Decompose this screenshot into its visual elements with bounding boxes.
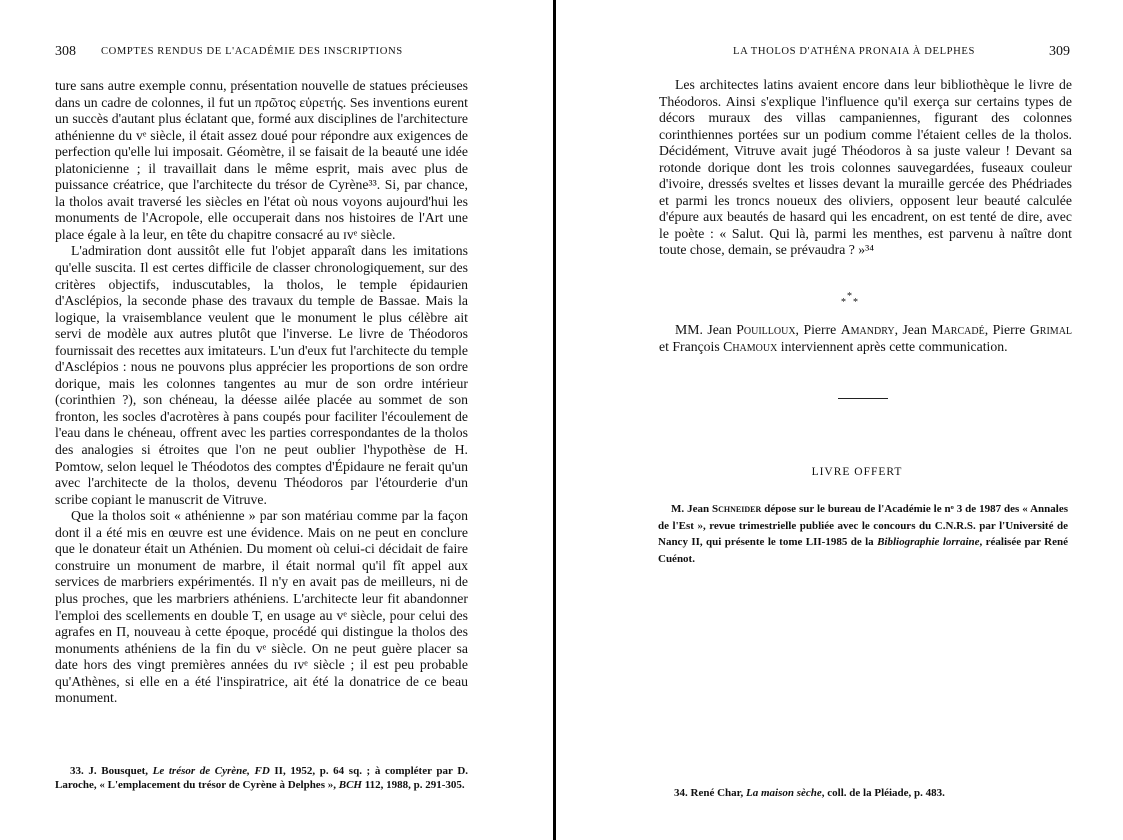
text: Jean: [902, 322, 927, 337]
intervention-note: MM. Jean Pouilloux, Pierre Amandry, Jean Marcadé, Pierre Grimal et François Chamoux interviennent après cette communication.: [659, 322, 1073, 354]
footnote-title: Le trésor de Cyrène, FD: [152, 765, 270, 777]
paragraph: L'admiration dont aussitôt elle fut l'objet apparaît dans les imitations qu'elle suscita. Il est certes difficile de classer chronologiquement, sur des critères objectifs, induscutables, la tholos, le temple épidaurien d'Asclépios, la seconde phase des travaux du temple de Bassae. Mais la logique, la vraisemblance veulent que le monument le plus célèbre ait servi de modèle aux autres plutôt que l'inverse. Le livre de Théodoros fournissait des recettes aux imitateurs. L'un d'eux fut l'architecte du temple d'Asclépios : nous ne pouvons plus apprécier les proportions de son ordre dorique, mais les colonnes tangentes au mur de son ordre intérieur (corinthien ?), son chéneau, la déesse ailée placée au sommet de son fronton, les socles d'acrotères à pans coupés pour faciliter l'écoulement de l'eau dans le chéneau, offrent avec les parties correspondantes de la tholos des analogies si étroites que l'on ne peut oublier l'hypothèse de H. Pomtow, selon lequel le Théodotos des comptes d'Épidaure ne ferait qu'un avec l'architecte de la tholos, devenu Théodoros par l'étourderie d'un scribe copiant le manuscrit de Vitruve.: [55, 243, 468, 507]
page-number: 308: [55, 44, 76, 59]
footnote-number: 33.: [70, 765, 84, 777]
paragraph: Les architectes latins avaient encore dans leur bibliothèque le livre de Théodoros. Ainsi s'explique l'influence qu'il exerça sur certains types de décors muraux des villas campaniennes, figurant des colonnes corinthiennes portées sur un podium comme l'étaient celles de la tholos. Décidément, Vitruve avait jugé Théodoros à sa juste valeur ! Devant sa rotonde dorique dont les trois colonnes sauvegardées, fuseaux couleur d'ivoire, dressés sveltes et lisses devant la muraille gercée des Phédriades et parmi les troncs noueux des oliviers, opposent leur beauté calculée d'épure aux beautés de hasard qui les encadrent, on est tenté de dire, avec le poète : « Salut. Qui là, parmi les menthes, est parvenu à naître dont toute chose, demain, se prévaudra ? »³⁴: [659, 77, 1072, 258]
page-gutter: [553, 0, 556, 840]
text: M. Jean: [671, 503, 710, 515]
paragraph: Que la tholos soit « athénienne » par son matériau comme par la façon dont il a été mis en œuvre est une évidence. Mais on ne peut en conclure que le donateur était un Athénien. Du moment où celui-ci décidait de faire construire un monument de marbre, il était normal qu'il fît appel aux services de marbriers expérimentés. Il n'y en avait pas de meilleurs, ni de plus proches, que les marbriers athéniens. L'architecte leur fit abandonner l'emploi des scellements en double T, en usage au vᵉ siècle, pour celui des agrafes en Π, nouveau à cette époque, procédé qui distingue la tholos des monuments athéniens de la fin du vᵉ siècle. On ne peut guère placer sa date hors des vingt premières années du ɪvᵉ siècle ; il est peu probable qu'Athènes, si elle en a été l'inspiratrice, ait été la donatrice de ce beau monument.: [55, 508, 468, 706]
page-number: 309: [1049, 44, 1070, 59]
footnote-journal: BCH: [338, 778, 362, 791]
person-name: Pouilloux: [736, 322, 796, 337]
text: , réalisée par René Cuénot.: [658, 536, 1068, 565]
text: interviennent après cette communication.: [780, 338, 1008, 354]
text: Pierre: [803, 322, 837, 337]
main-text: [55, 78, 468, 707]
person-name: Chamoux: [723, 338, 778, 354]
footnote-34: [659, 787, 1072, 801]
text: et François: [659, 338, 720, 354]
right-page: [557, 0, 1123, 840]
left-page: [0, 0, 553, 840]
person-name: Grimal: [1029, 322, 1073, 337]
person-name: Marcadé: [931, 322, 985, 337]
book-title: Bibliographie lorraine: [877, 536, 980, 548]
text: MM. Jean: [675, 322, 732, 337]
footnote-text: II, 1952, p. 64 sq. ; à compléter par D. Laroche, « L'emplacement du trésor de Cyrène à Delphes »,: [55, 765, 469, 791]
asterism: [837, 292, 867, 312]
running-head: LA THOLOS D'ATHÉNA PRONAIA À DELPHES: [733, 46, 975, 57]
text: Pierre: [992, 322, 1026, 337]
paragraph: ture sans autre exemple connu, présentation nouvelle de statues précieuses dans un cadre de colonnes, il fut un πρῶτος εὑρετής. Ses inventions eurent un succès d'autant plus éclatant que, formé aux disciplines de l'architecture athénienne du vᵉ siècle, il était assez doué pour répondre aux exigences de perfection qu'elle lui imposait. Géomètre, il se faisait de la beauté une idée platonicienne ; il travaillait dans le même esprit, mais avec plus de puissance créatrice, que l'architecte du trésor de Cyrène³³. Si, par chance, la tholos avait traversé les siècles en l'état où nous voyons aujourd'hui les monuments de l'Acropole, elle occuperait dans nos histoires de l'Art une place égale à la leur, en tête du chapitre consacré au ɪvᵉ siècle.: [55, 78, 468, 242]
person-name: Amandry: [840, 322, 895, 337]
asterism-star: *: [853, 297, 858, 308]
footnote-author: J. Bousquet,: [88, 765, 149, 777]
person-name: Schneider: [712, 503, 762, 515]
livre-offert-text: [658, 501, 1068, 567]
running-head: COMPTES RENDUS DE L'ACADÉMIE DES INSCRIPTIONS: [101, 46, 403, 57]
main-text: [659, 77, 1072, 259]
footnote-text: , coll. de la Pléiade, p. 483.: [821, 787, 945, 799]
footnote-title: La maison sèche: [746, 787, 822, 799]
section-title: LIVRE OFFERT: [811, 466, 903, 478]
text: dépose sur le bureau de l'Académie le nᵒ 3 de 1987 des « Annales de l'Est », revue trimestrielle publiée avec le concours du C.N.R.S. par l'Université de Nancy II, qui présente le tome LII-1985 de la: [658, 503, 1069, 548]
footnote-number: 34.: [674, 787, 688, 799]
footnote-33: [55, 765, 468, 792]
footnote-author: René Char,: [690, 787, 744, 799]
section-rule: [838, 398, 888, 399]
asterism-star: *: [847, 291, 852, 302]
footnote-text: 112, 1988, p. 291-305.: [364, 778, 465, 791]
asterism-star: *: [841, 297, 846, 308]
